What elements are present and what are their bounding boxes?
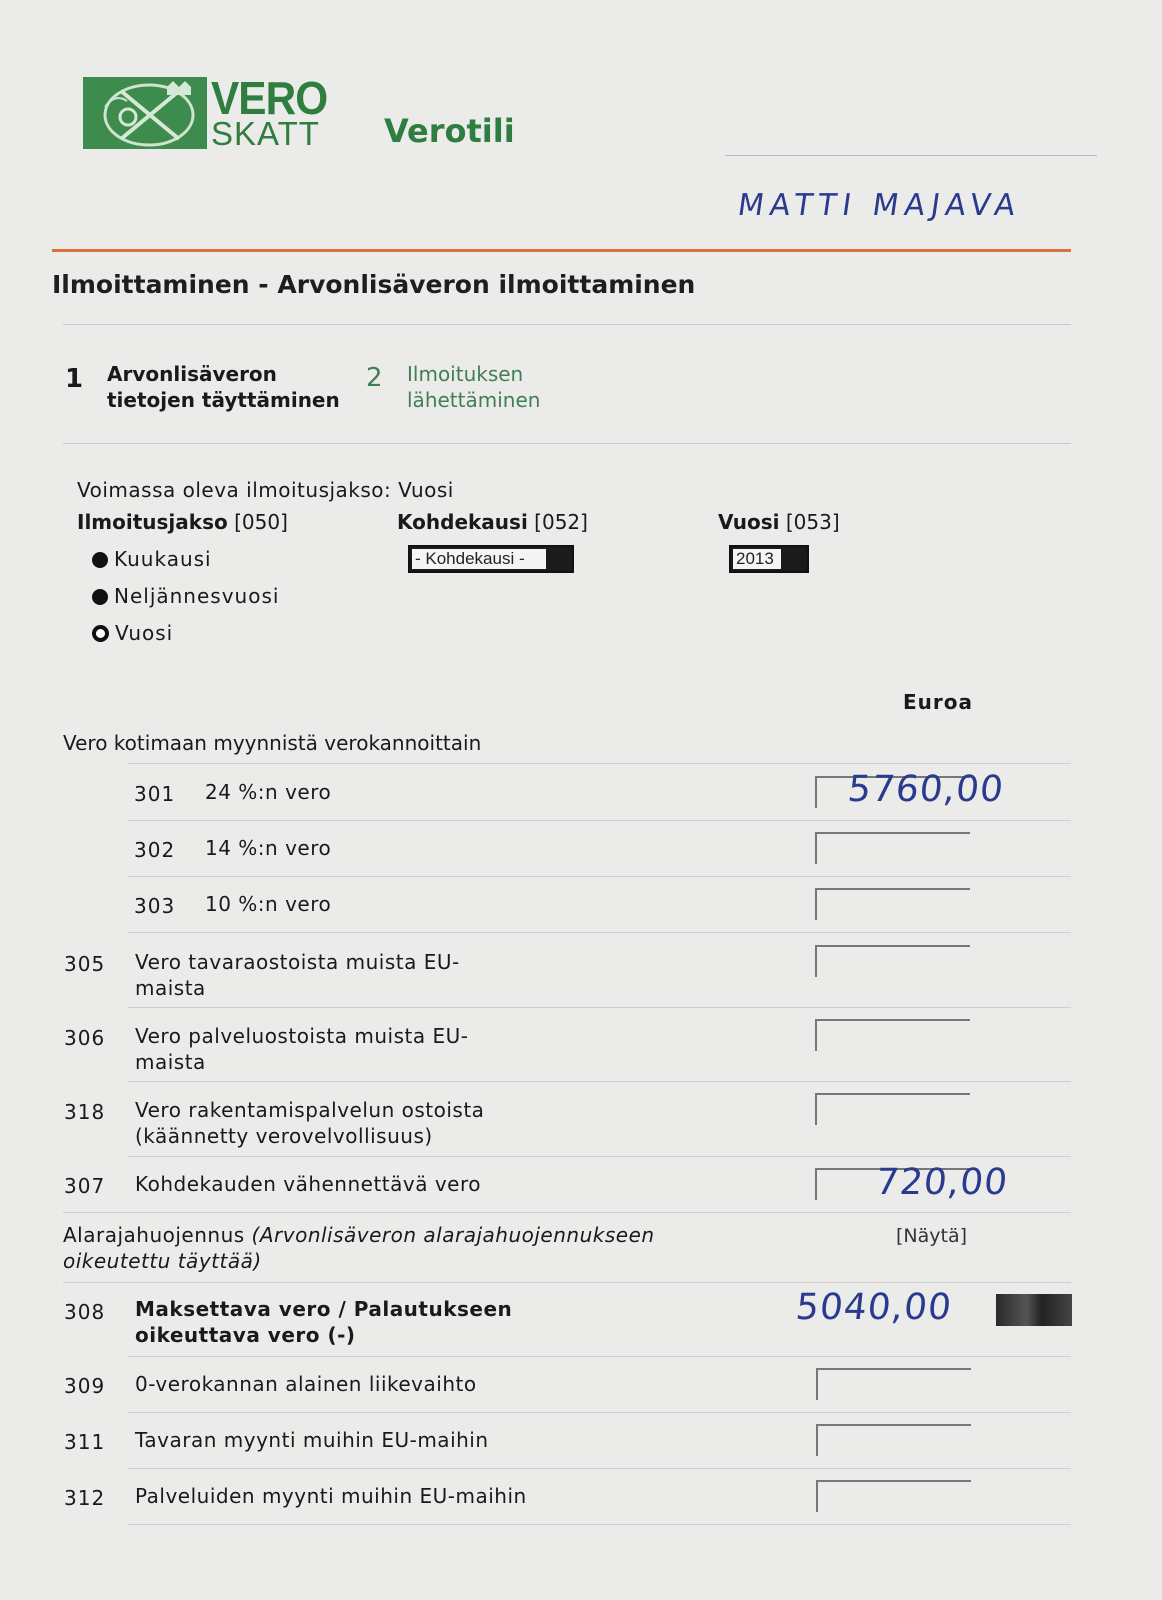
relief-title: Alarajahuojennus (63, 1223, 245, 1247)
target-period-label: Kohdekausi (397, 510, 528, 534)
row-divider (128, 876, 1071, 877)
row-307-code: 307 (64, 1174, 106, 1198)
row-302-code: 302 (134, 838, 176, 862)
row-divider (128, 763, 1071, 764)
row-307-label: Kohdekauden vähennettävä vero (135, 1172, 482, 1196)
step-2-line1: Ilmoituksen (407, 362, 524, 386)
row-305-label-line1: Vero tavaraostoista muista EU- (135, 950, 460, 974)
radio-kuukausi[interactable] (92, 547, 212, 571)
row-303-input[interactable] (815, 888, 970, 920)
row-divider (128, 1081, 1071, 1082)
calculate-button[interactable] (996, 1294, 1072, 1326)
row-divider (63, 1282, 1071, 1283)
header-divider (52, 249, 1071, 252)
row-312-label: Palveluiden myynti muihin EU-maihin (135, 1484, 527, 1508)
currency-header: Euroa (903, 690, 973, 714)
row-305-code: 305 (64, 952, 106, 976)
row-308-label-line1: Maksettava vero / Palautukseen (135, 1297, 513, 1321)
row-308-label-line2: oikeuttava vero (-) (135, 1323, 356, 1347)
row-306-label-line1: Vero palveluostoista muista EU- (135, 1024, 469, 1048)
domestic-sales-group-label: Vero kotimaan myynnistä verokannoittain (63, 731, 482, 755)
row-308-label (135, 1296, 512, 1348)
step-2[interactable] (407, 361, 540, 413)
name-divider (725, 155, 1097, 156)
step-1-line1: Arvonlisäveron (107, 362, 277, 386)
radio-dot-icon (92, 589, 108, 605)
step-2-line2: lähettäminen (407, 388, 541, 412)
step-1-number: 1 (65, 364, 84, 394)
target-period-field-label (397, 510, 588, 534)
row-divider (128, 820, 1071, 821)
relief-label (63, 1222, 655, 1274)
row-311-label: Tavaran myynti muihin EU-maihin (135, 1428, 489, 1452)
row-306-label (135, 1023, 468, 1075)
radio-neljannesvuosi[interactable] (92, 584, 279, 608)
row-318-input[interactable] (815, 1093, 970, 1125)
row-305-label-line2: maista (135, 976, 206, 1000)
row-303-code: 303 (134, 894, 176, 918)
row-305-input[interactable] (815, 945, 970, 977)
year-code: [053] (785, 510, 840, 534)
row-308-value: 5040,00 (793, 1287, 955, 1328)
period-field-label (77, 510, 288, 534)
logo-text-skatt: SKATT (211, 115, 320, 152)
radio-selected-icon (92, 625, 109, 642)
year-field-label (718, 510, 840, 534)
row-308-code: 308 (64, 1300, 106, 1324)
row-309-label: 0-verokannan alainen liikevaihto (135, 1372, 477, 1396)
row-divider (128, 1356, 1071, 1357)
target-period-select[interactable] (408, 545, 574, 573)
radio-dot-icon (92, 552, 108, 568)
relief-note-line2: oikeutettu täyttää) (63, 1249, 262, 1273)
target-period-code: [052] (534, 510, 588, 534)
year-select[interactable] (729, 545, 809, 573)
row-311-code: 311 (64, 1430, 106, 1454)
row-307-value: 720,00 (873, 1162, 1011, 1203)
row-312-code: 312 (64, 1486, 106, 1510)
page-title: Ilmoittaminen - Arvonlisäveron ilmoittaminen (52, 270, 696, 299)
row-303-label: 10 %:n vero (205, 892, 332, 916)
period-code: [050] (234, 510, 288, 534)
period-label: Ilmoitusjakso (77, 510, 228, 534)
vero-logo (83, 72, 328, 152)
row-306-label-line2: maista (135, 1050, 206, 1074)
radio-label-kuukausi: Kuukausi (114, 547, 212, 571)
row-309-input[interactable] (816, 1368, 971, 1400)
title-divider (63, 324, 1071, 325)
row-divider (128, 1524, 1071, 1525)
row-divider (128, 1412, 1071, 1413)
step-1[interactable] (107, 361, 340, 413)
target-period-value: - Kohdekausi - (412, 549, 546, 569)
row-306-input[interactable] (815, 1019, 970, 1051)
row-301-label: 24 %:n vero (205, 780, 332, 804)
row-divider (128, 1156, 1071, 1157)
row-306-code: 306 (64, 1026, 106, 1050)
current-period-text: Voimassa oleva ilmoitusjakso: Vuosi (77, 478, 454, 502)
vero-emblem-icon (83, 77, 207, 149)
year-label: Vuosi (718, 510, 780, 534)
app-title: Verotili (384, 112, 515, 150)
row-311-input[interactable] (816, 1424, 971, 1456)
step-2-number: 2 (366, 363, 383, 393)
row-305-label (135, 949, 460, 1001)
relief-note-line1: (Arvonlisäveron alarajahuojennukseen (251, 1223, 655, 1247)
row-312-input[interactable] (816, 1480, 971, 1512)
row-divider (128, 1468, 1071, 1469)
radio-label-vuosi: Vuosi (115, 621, 174, 645)
row-302-label: 14 %:n vero (205, 836, 332, 860)
show-relief-link[interactable]: [Näytä] (896, 1225, 968, 1247)
row-divider (63, 1212, 1071, 1213)
row-318-label (135, 1097, 484, 1149)
step-1-line2: tietojen täyttäminen (107, 388, 340, 412)
row-318-label-line2: (käännetty verovelvollisuus) (135, 1124, 433, 1148)
radio-label-neljannesvuosi: Neljännesvuosi (114, 584, 280, 608)
row-309-code: 309 (64, 1374, 106, 1398)
row-302-input[interactable] (815, 832, 970, 864)
radio-vuosi[interactable] (92, 621, 173, 645)
row-318-code: 318 (64, 1100, 106, 1124)
logo-text-vero: VERO (211, 72, 328, 124)
steps-divider (63, 443, 1071, 444)
row-divider (128, 932, 1071, 933)
handwritten-name: MATTI MAJAVA (735, 188, 1024, 223)
row-divider (128, 1007, 1071, 1008)
row-318-label-line1: Vero rakentamispalvelun ostoista (135, 1098, 485, 1122)
year-value: 2013 (733, 549, 781, 569)
row-301-code: 301 (134, 782, 176, 806)
row-301-value: 5760,00 (845, 769, 1007, 810)
